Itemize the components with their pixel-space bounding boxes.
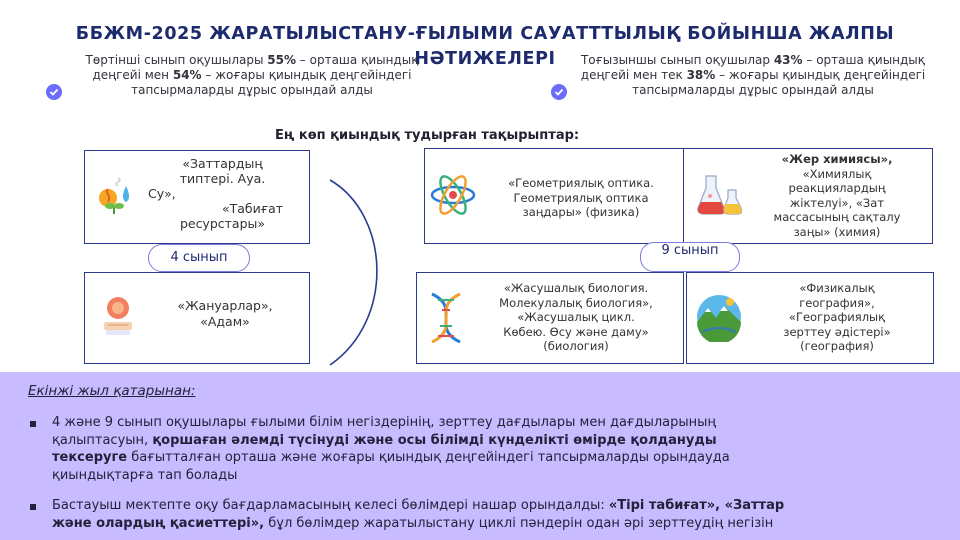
grade4-badge: 4 сынып xyxy=(148,244,250,272)
topic-line: «Геометриялық оптика. xyxy=(508,176,654,190)
topic-line: «Адам» xyxy=(200,314,250,329)
topic-line: заңдары» (физика) xyxy=(522,205,640,219)
grade9-topic-2 xyxy=(752,152,922,239)
bullet-text: қалыптасуын, xyxy=(52,432,153,448)
grade4-stat xyxy=(72,53,432,98)
grade9-stat xyxy=(578,53,928,98)
topic-line: география», xyxy=(799,295,875,310)
bullet-line: 4 және 9 сынып оқушылары ғылыми білім негіздерінің, зерттеу дағдылары мен дағдыларының xyxy=(52,415,716,430)
topic-line: Көбею. Өсу және даму» xyxy=(503,324,649,339)
bullet-text: бағытталған орташа және жоғары қиындық деңгейіндегі тапсырмаларды орындауда xyxy=(127,450,730,465)
topic-line: Су», xyxy=(148,186,176,201)
bullet-line xyxy=(52,432,942,450)
topic-line: жіктелуі», «Зат xyxy=(789,195,885,210)
topic-line: Геометриялық оптика xyxy=(513,190,649,205)
topic-line: массасының сақталу xyxy=(773,210,901,224)
stat-text: – орташа қиындық деңгейі мен тек xyxy=(580,53,926,82)
stat-text: – жоғары қиындық деңгейіндегі тапсырмаларды дұрыс орындай алды xyxy=(632,68,926,97)
topic-line: «Географиялық xyxy=(788,310,886,324)
stat-value: 38% xyxy=(686,68,716,82)
topic-line: «Жануарлар», xyxy=(177,298,273,313)
bullet-line xyxy=(52,515,942,533)
topic-line: заңы» (химия) xyxy=(793,224,881,239)
bullet-emphasis: тексеруге xyxy=(52,450,128,465)
topics-subheading: Ең көп қиындық тудырған тақырыптар: xyxy=(275,128,580,143)
stat-text: – орташа қиындық деңгейі мен xyxy=(92,53,419,82)
topic-line xyxy=(752,152,922,167)
topic-line: типтері. Ауа. xyxy=(179,171,266,186)
grade9-topic-3 xyxy=(476,281,676,354)
globe-landscape-icon xyxy=(694,292,744,342)
bullet-emphasis: және олардың қасиеттері», xyxy=(52,515,265,531)
topic-line: (география) xyxy=(800,339,874,353)
anatomy-icon xyxy=(96,292,140,338)
topic-line: «Химиялық xyxy=(802,166,872,181)
bullet-emphasis: қоршаған әлемді түсінуді және осы білімді күнделікті өмірде қолдануды xyxy=(152,432,717,448)
topic-line: ресурстары» xyxy=(179,216,266,231)
topic-line-text: «Жер химиясы», xyxy=(781,152,893,166)
grade9-badge xyxy=(640,242,740,272)
grade9-badge-label: 9 сынып xyxy=(661,243,719,258)
grade9-topic-4 xyxy=(752,281,922,354)
check-icon xyxy=(46,84,62,100)
summary-heading: Екінжі жыл қатарынан: xyxy=(28,383,196,399)
bullet-emphasis: «Тірі табиғат», «Заттар xyxy=(608,498,785,513)
stat-text: Тоғызыншы сынып оқушылар xyxy=(580,53,774,67)
grade4-topic-2 xyxy=(150,298,300,330)
connector-curve xyxy=(320,170,400,370)
stat-value: 55% xyxy=(267,53,296,67)
elements-icon xyxy=(92,172,140,220)
topic-line: «Жасушалық биология. xyxy=(503,281,649,295)
stat-value: 43% xyxy=(773,53,803,67)
topic-line: «Физикалық xyxy=(799,281,875,295)
topic-line: зерттеу әдістері» xyxy=(783,324,891,339)
grade4-topic-1 xyxy=(140,156,305,231)
bullet-icon xyxy=(30,421,36,427)
stat-value: 54% xyxy=(172,68,202,82)
topic-line: Молекулалық биология», xyxy=(499,295,653,310)
topic-line: (биология) xyxy=(543,339,609,353)
bullet-line: қиындықтарға тап болады xyxy=(52,467,238,483)
summary-bullet-2 xyxy=(52,497,942,532)
grade9-topic-1 xyxy=(486,176,676,220)
flask-icon xyxy=(694,170,744,220)
topic-line: «Заттардың xyxy=(182,156,263,171)
bullet-line xyxy=(52,449,942,467)
bullet-line xyxy=(52,497,942,515)
dna-icon xyxy=(422,290,470,346)
topic-line: реакциялардың xyxy=(788,181,886,195)
bullet-text: бұл бөлімдер жаратылыстану циклі пәндерін одан әрі зерттеудің негізін xyxy=(264,515,774,531)
stat-text: Төртінші сынып оқушылары xyxy=(85,53,268,67)
summary-bullet-1 xyxy=(52,414,942,484)
topic-line: «Табиғат xyxy=(221,201,284,216)
bullet-icon xyxy=(30,504,36,510)
atom-icon xyxy=(428,170,478,220)
page-title: ББЖМ-2025 ЖАРАТЫЛЫСТАНУ-ҒЫЛЫМИ САУАТТТЫЛЫҚ БОЙЫНША ЖАЛПЫ НӘТИЖЕЛЕРІ xyxy=(75,24,895,69)
check-icon xyxy=(551,84,567,100)
bullet-text: Бастауыш мектепте оқу бағдарламасының келесі бөлімдері нашар орындалды: xyxy=(52,498,609,513)
topic-line: «Жасушалық цикл. xyxy=(517,310,635,324)
stat-text: – жоғары қиындық деңгейіндегі тапсырмаларды дұрыс орындай алды xyxy=(131,68,412,97)
